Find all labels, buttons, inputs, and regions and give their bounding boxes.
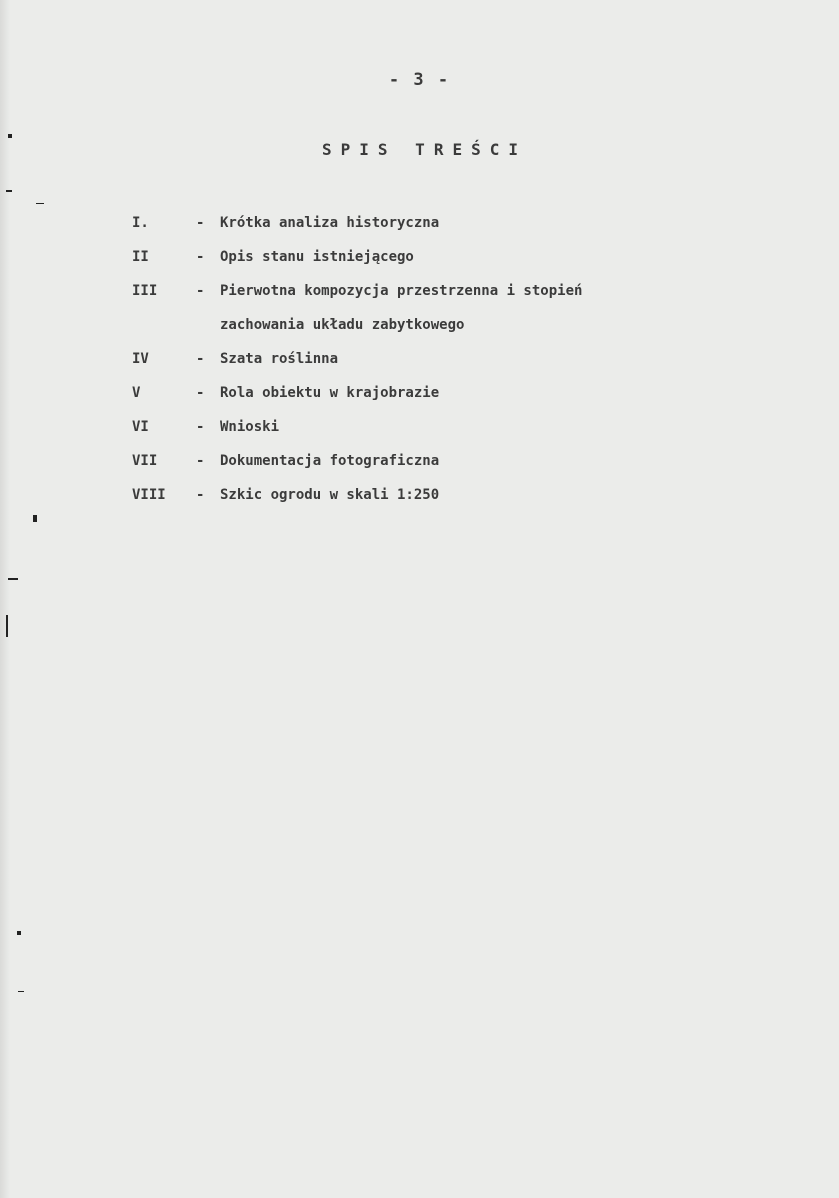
- toc-item-title: Wnioski: [220, 419, 280, 435]
- table-of-contents: [132, 206, 772, 512]
- toc-item: [132, 240, 772, 274]
- toc-item-dash: -: [196, 249, 205, 265]
- toc-item-number: VII: [132, 453, 158, 469]
- toc-item-number: V: [132, 385, 141, 401]
- margin-mark: [8, 578, 18, 580]
- toc-item: [132, 376, 772, 410]
- toc-item-dash: -: [196, 283, 205, 299]
- toc-item-number: VIII: [132, 487, 166, 503]
- toc-item-title: Szkic ogrodu w skali 1:250: [220, 487, 440, 503]
- toc-item: [132, 444, 772, 478]
- margin-mark: [6, 615, 8, 637]
- toc-item-title: Dokumentacja fotograficzna: [220, 453, 440, 469]
- margin-mark: [8, 134, 12, 138]
- margin-mark: [6, 190, 12, 192]
- toc-item-dash: -: [196, 419, 205, 435]
- margin-mark: [33, 515, 37, 522]
- toc-item-dash: -: [196, 351, 205, 367]
- margin-mark: [17, 931, 21, 935]
- toc-item-title: Pierwotna kompozycja przestrzenna i stopień zachowania układu zabytkowego: [220, 283, 583, 333]
- toc-item-number: VI: [132, 419, 149, 435]
- toc-item: [132, 206, 772, 240]
- toc-item-number: I.: [132, 215, 149, 231]
- toc-item-number: II: [132, 249, 149, 265]
- toc-item-title: Opis stanu istniejącego: [220, 249, 414, 265]
- toc-item-title: Krótka analiza historyczna: [220, 215, 440, 231]
- margin-mark: [36, 203, 44, 204]
- toc-item: [132, 274, 772, 342]
- toc-item-dash: -: [196, 385, 205, 401]
- page-number: - 3 -: [388, 70, 451, 90]
- toc-item: [132, 342, 772, 376]
- toc-item-title: Szata roślinna: [220, 351, 339, 367]
- toc-title: SPIS TREŚCI: [322, 140, 527, 159]
- toc-item-number: IV: [132, 351, 149, 367]
- scan-edge-shadow: [0, 0, 10, 1198]
- toc-item: [132, 410, 772, 444]
- toc-item-dash: -: [196, 215, 205, 231]
- toc-item-title: Rola obiektu w krajobrazie: [220, 385, 440, 401]
- margin-mark: [18, 991, 24, 992]
- toc-item-number: III: [132, 283, 158, 299]
- toc-item-dash: -: [196, 487, 205, 503]
- toc-item: [132, 478, 772, 512]
- toc-item-dash: -: [196, 453, 205, 469]
